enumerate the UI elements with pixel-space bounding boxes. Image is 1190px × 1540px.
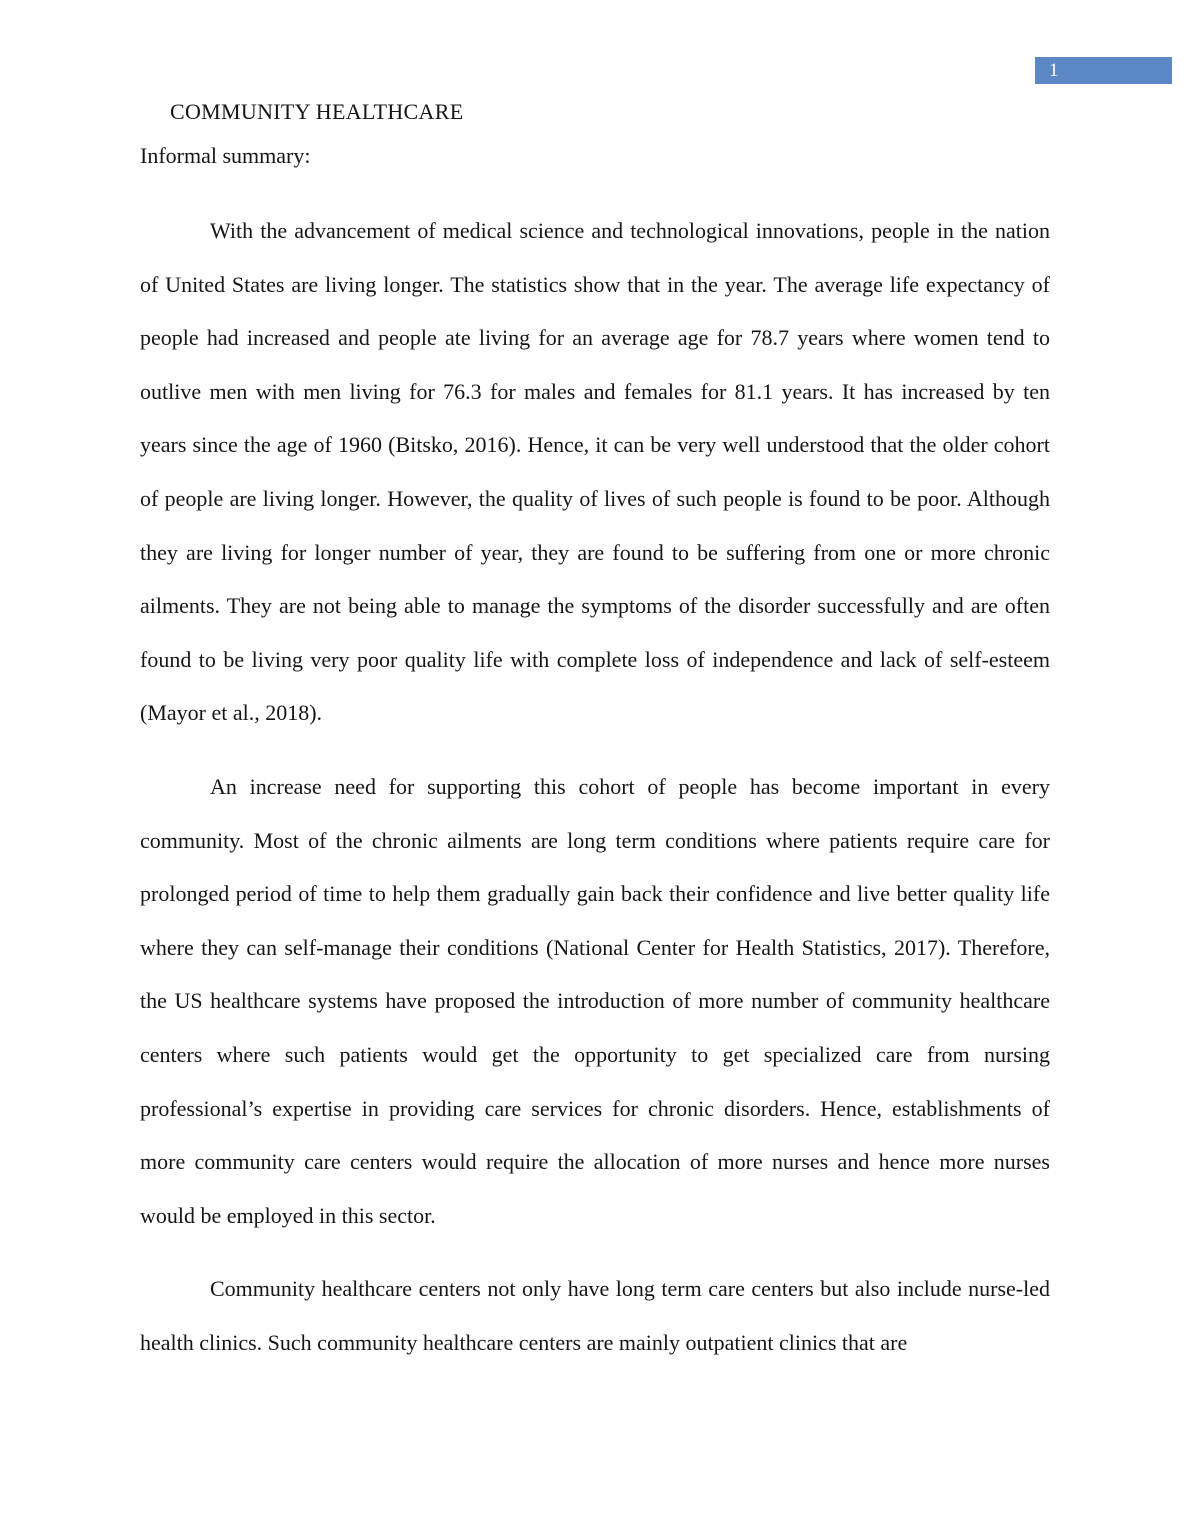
section-label: Informal summary:: [140, 143, 311, 168]
paragraph: With the advancement of medical science and technological innovations, people in the nation of United States are living longer. The statistics show that in the year. The average life expectancy of people had increased and people ate living for an average age for 78.7 years where women tend to outlive men with men living for 76.3 for males and females for 81.1 years. It has increased by ten years since the age of 1960 (Bitsko, 2016). Hence, it can be very well understood that the older cohort of people are living longer. However, the quality of lives of such people is found to be poor. Although they are living for longer number of year, they are found to be suffering from one or more chronic ailments. They are not being able to manage the symptoms of the disorder successfully and are often found to be living very poor quality life with complete loss of independence and lack of self-esteem (Mayor et al., 2018).: [140, 218, 1050, 726]
page-number-badge: [1035, 57, 1172, 84]
running-head: COMMUNITY HEALTHCARE: [170, 99, 464, 124]
paragraph: Community healthcare centers not only have long term care centers but also include nurse-led health clinics. Such community healthcare centers are mainly outpatient clinics that are: [140, 1276, 1050, 1355]
page-number: 1: [1049, 60, 1059, 81]
paragraph: An increase need for supporting this cohort of people has become important in every community. Most of the chronic ailments are long term conditions where patients require care for prolonged period of time to help them gradually gain back their confidence and live better quality life where they can self-manage their conditions (National Center for Health Statistics, 2017). Therefore, the US healthcare systems have proposed the introduction of more number of community healthcare centers where such patients would get the opportunity to get specialized care from nursing professional’s expertise in providing care services for chronic disorders. Hence, establishments of more community care centers would require the allocation of more nurses and hence more nurses would be employed in this sector.: [140, 773, 1050, 1228]
